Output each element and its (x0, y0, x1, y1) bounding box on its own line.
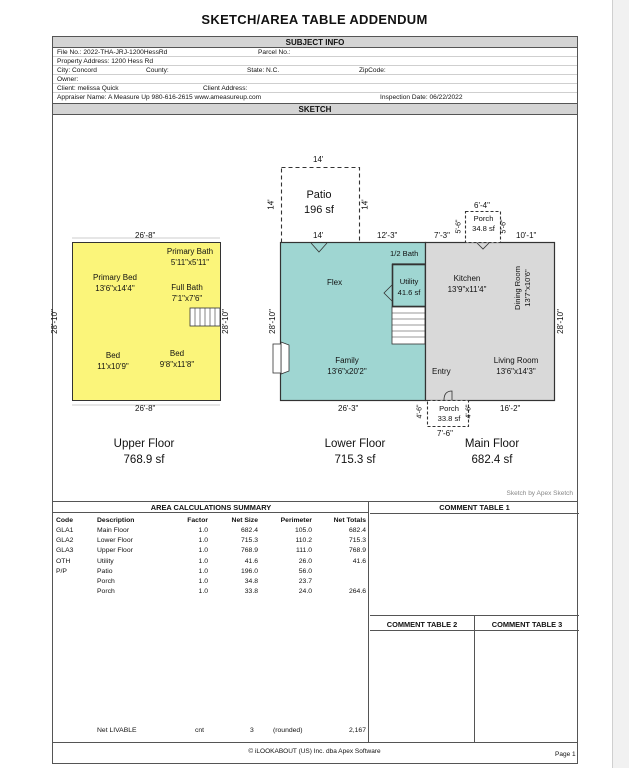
cell-net-size: 768.9 (240, 547, 258, 555)
upper-dim-left: 28'-10" (49, 309, 59, 334)
cell-description: Upper Floor (97, 547, 133, 555)
table-row (53, 547, 369, 557)
net-livable-note: (rounded) (273, 727, 303, 734)
cell-description: Porch (97, 588, 115, 596)
room-size: 9'8"x11'8" (159, 360, 195, 369)
main-dim-top-left: 7'-3" (434, 231, 450, 240)
client: Client: melissa Quick (57, 85, 119, 92)
inspection-date: Inspection Date: 06/22/2022 (380, 94, 463, 101)
floor-name: Main Floor (464, 438, 520, 450)
patio-dim-left: 14' (266, 199, 276, 210)
room-name: Utility (399, 277, 419, 286)
cell-factor: 1.0 (198, 567, 208, 575)
cell-perimeter: 105.0 (294, 527, 312, 534)
room-name: Bed (169, 349, 185, 358)
main-dim-bottom-right: 16'-2" (500, 404, 521, 413)
comment-column-divider (474, 615, 475, 742)
page-edge (612, 0, 629, 768)
room-bed-2 (151, 348, 203, 370)
porch-name: Porch (473, 214, 494, 223)
room-size: 13'6"x20'2" (327, 367, 367, 376)
room-size: 13'6"x14'4" (95, 284, 135, 293)
col-perimeter: Perimeter (280, 517, 312, 524)
property-address: Property Address: 1200 Hess Rd (57, 58, 154, 65)
room-size: 11'x10'9" (97, 362, 129, 371)
client-address: Client Address: (203, 85, 248, 92)
cell-factor: 1.0 (198, 537, 208, 545)
comment-table-1-header: COMMENT TABLE 1 (370, 502, 579, 514)
cell-perimeter: 26.0 (298, 557, 312, 565)
porch-area: 34.8 sf (472, 224, 495, 233)
room-entry: Entry (432, 367, 451, 376)
room-name: Kitchen (453, 274, 481, 283)
cell-net-total: 715.3 (348, 537, 366, 545)
patio-dim-bottom: 14' (313, 231, 324, 240)
upper-dim-bottom: 26'-8" (135, 404, 156, 413)
sketch-labels (49, 37, 579, 502)
floor-name: Upper Floor (113, 438, 175, 450)
comment-table-2-header: COMMENT TABLE 2 (370, 619, 474, 631)
room-dining (513, 259, 533, 317)
porch-top-dim: 6'-4" (474, 201, 490, 210)
room-kitchen (432, 273, 502, 295)
room-name: Bed (105, 351, 121, 360)
table-row (53, 568, 369, 578)
upper-floor-total (94, 436, 194, 468)
lower-dim-top-right: 12'-3" (377, 231, 398, 240)
porch-bottom-dim: 7'-6" (437, 429, 453, 438)
room-size: 5'11"x5'11" (170, 258, 210, 267)
room-flex: Flex (327, 278, 343, 287)
zipcode: ZipCode: (359, 67, 386, 74)
room-name: Living Room (493, 356, 539, 365)
cell-description: Utility (97, 557, 114, 565)
cell-description: Porch (97, 578, 115, 585)
page-title: SKETCH/AREA TABLE ADDENDUM (201, 12, 428, 27)
cell-net-size: 196.0 (240, 567, 258, 575)
net-livable-unit: cnt (195, 727, 205, 734)
room-area: 41.6 sf (397, 288, 421, 297)
page-number: Page 1 (555, 751, 576, 758)
footer-copyright: © iLOOKABOUT (US) Inc. dba Apex Software (248, 748, 381, 755)
cell-perimeter: 24.0 (298, 588, 312, 596)
owner: Owner: (57, 76, 79, 83)
cell-net-size: 33.8 (244, 588, 258, 596)
room-size: 7'1"x7'6" (171, 294, 203, 303)
room-name: Dining Room (513, 266, 522, 310)
porch-bottom-dim-right: 4'-6" (465, 404, 473, 419)
cell-code: GLA2 (56, 537, 74, 545)
cell-perimeter: 110.2 (295, 537, 312, 545)
cell-code: OTH (56, 557, 71, 565)
upper-dim-right: 28'-10" (220, 309, 230, 334)
cell-factor: 1.0 (198, 547, 208, 555)
room-primary-bath (161, 246, 219, 268)
table-row (53, 537, 369, 547)
room-full-bath (161, 282, 213, 304)
patio-dim-top: 14' (313, 155, 324, 164)
floor-area: 768.9 sf (123, 454, 165, 466)
cell-net-size: 715.3 (240, 537, 258, 545)
room-size: 13'9"x11'4" (447, 285, 487, 294)
county: County: (146, 67, 169, 74)
cell-net-total: 41.6 (352, 557, 366, 565)
room-utility (393, 276, 425, 298)
patio-label (291, 188, 347, 218)
table-row (53, 578, 369, 588)
main-floor-total (442, 436, 542, 468)
cell-net-size: 682.4 (240, 527, 258, 534)
net-livable-total: 2,167 (348, 727, 366, 734)
table-row (53, 527, 369, 537)
cell-code: GLA1 (56, 527, 74, 534)
cell-code: GLA3 (56, 547, 74, 555)
net-livable-count: 3 (250, 727, 254, 734)
sketch-credit: Sketch by Apex Sketch (506, 490, 573, 497)
net-livable-label: Net LIVABLE (97, 727, 137, 734)
room-name: Full Bath (171, 283, 203, 292)
lower-floor-total (305, 436, 405, 468)
patio-area: 196 sf (304, 204, 334, 216)
lower-dim-bottom: 26'-3" (338, 404, 359, 413)
cell-perimeter: 111.0 (296, 547, 312, 555)
col-description: Description (97, 517, 135, 524)
room-name: Primary Bed (92, 273, 137, 282)
room-size: 13'6"x14'3" (496, 367, 536, 376)
file-no: File No.: 2022-THA-JRJ-1200HessRd (57, 49, 168, 56)
addendum-frame (49, 36, 578, 764)
state: State: N.C. (247, 67, 280, 74)
cell-description: Patio (97, 567, 113, 575)
cell-net-size: 41.6 (244, 557, 258, 565)
cell-factor: 1.0 (198, 557, 208, 565)
porch-top-dim-left: 5'-6" (455, 219, 463, 234)
cell-net-total: 682.4 (348, 527, 366, 534)
room-bed-1 (89, 350, 137, 372)
sketch-header: SKETCH (53, 103, 577, 115)
cell-net-total: 264.6 (348, 588, 366, 596)
porch-top-label (466, 214, 501, 234)
porch-top-dim-right: 5'-6" (500, 219, 508, 234)
cell-factor: 1.0 (198, 527, 208, 534)
porch-area: 33.8 sf (437, 414, 461, 423)
upper-dim-top: 26'-8" (135, 231, 156, 240)
cell-net-size: 34.8 (244, 578, 258, 585)
patio-name: Patio (306, 189, 332, 201)
cell-description: Lower Floor (97, 537, 133, 545)
lower-dim-left: 28'-10" (267, 309, 277, 334)
col-net-size: Net Size (231, 517, 258, 524)
area-calculations-summary (53, 502, 369, 742)
main-dim-top-right: 10'-1" (516, 231, 537, 240)
area-calc-header: AREA CALCULATIONS SUMMARY (53, 502, 369, 513)
room-name: Family (335, 356, 359, 365)
floor-name: Lower Floor (324, 438, 386, 450)
room-size: 13'7"x10'6" (523, 269, 532, 307)
comment-table-3-header: COMMENT TABLE 3 (475, 619, 579, 631)
floor-area: 715.3 sf (334, 454, 376, 466)
patio-dim-right: 14' (360, 199, 370, 210)
room-primary-bed (87, 272, 143, 294)
porch-bottom-dim-left: 4'-6" (416, 404, 424, 419)
room-family (315, 355, 379, 377)
col-code: Code (56, 517, 73, 524)
cell-factor: 1.0 (198, 578, 208, 585)
table-row (53, 588, 369, 598)
cell-factor: 1.0 (198, 588, 208, 596)
main-dim-right: 28'-10" (555, 309, 565, 334)
floor-area: 682.4 sf (471, 454, 513, 466)
subject-info-header: SUBJECT INFO (53, 37, 577, 48)
cell-net-total: 768.9 (348, 547, 366, 555)
parcel-no: Parcel No.: (258, 49, 291, 56)
porch-name: Porch (439, 404, 459, 413)
cell-code: P/P (56, 567, 67, 575)
cell-perimeter: 56.0 (298, 567, 312, 575)
porch-bottom-label (429, 404, 469, 424)
appraiser-name: Appraiser Name: A Measure Up 980-616-2615 www.ameasureup.com (57, 94, 262, 101)
col-factor: Factor (187, 517, 208, 524)
footer-divider (53, 742, 577, 743)
col-net-totals: Net Totals (333, 517, 366, 524)
cell-description: Main Floor (97, 527, 130, 534)
room-living (483, 355, 549, 377)
room-half-bath: 1/2 Bath (390, 249, 419, 258)
cell-perimeter: 23.7 (298, 578, 312, 585)
room-name: Primary Bath (166, 247, 214, 256)
city: City: Concord (57, 67, 97, 74)
table-row (53, 558, 369, 568)
